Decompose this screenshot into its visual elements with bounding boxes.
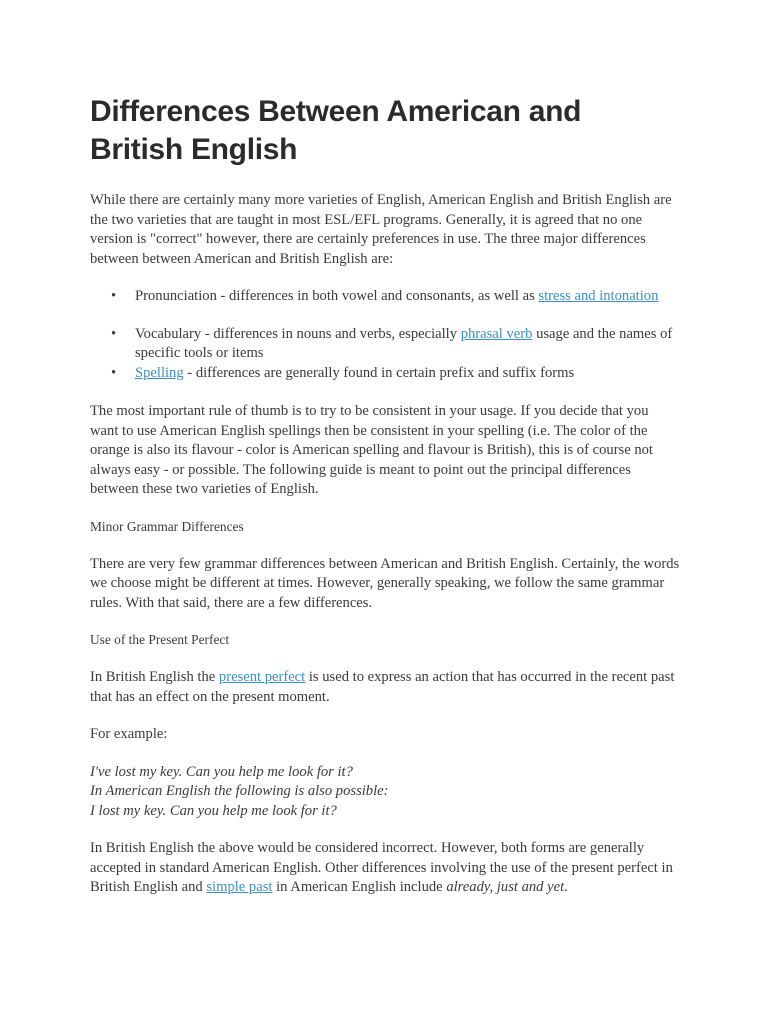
for-example-label: For example:	[90, 726, 168, 742]
bullet-icon: •	[111, 325, 117, 342]
example-line: I lost my key. Can you help me look for it?	[90, 802, 337, 819]
list-item-text: Pronunciation - differences in both vowel and consonants, as well as	[135, 288, 539, 304]
present-perfect-paragraph	[90, 668, 680, 707]
minor-grammar-heading: Minor Grammar Differences	[90, 518, 244, 534]
list-item-pronunciation	[90, 287, 680, 307]
simple-past-link[interactable]: simple past	[206, 879, 273, 895]
italic-adverbs: already, just and yet	[446, 879, 565, 895]
list-item-text: - differences are generally found in certain prefix and suffix forms	[183, 364, 575, 381]
list-item-text: Vocabulary - differences in nouns and verbs, especially	[135, 325, 461, 342]
bullet-icon: •	[111, 364, 117, 381]
rule-of-thumb-paragraph: The most important rule of thumb is to try to be consistent in your usage. If you decide that you want to use American English spellings then be consistent in your spelling (i.e. The color of the orange is also its flavour - color is American spelling and flavour is British), this is of course not always easy - or possible. The following guide is meant to point out the principal differences between these two varieties of English.	[90, 403, 653, 497]
paragraph-text: .	[564, 879, 568, 895]
paragraph-text: In British English the above would be considered incorrect. However, both forms are generally accepted in standard American English. Other differences involving the use of the present perfect in British English and	[90, 840, 673, 895]
example-block	[90, 763, 680, 822]
minor-grammar-paragraph: There are very few grammar differences between American and British English. Certainly, the words we choose might be different at times. However, generally speaking, we follow the same grammar rules. With that said, there are a few differences.	[90, 555, 680, 611]
bullet-icon: •	[111, 288, 117, 304]
paragraph-text: In British English the	[90, 669, 219, 685]
list-item-spelling	[90, 364, 680, 384]
paragraph-text: is used to express an action that has occurred in the recent past that has an effect on the present moment.	[90, 669, 675, 705]
phrasal-verb-link[interactable]: phrasal verb	[460, 325, 533, 342]
paragraph-text: in American English include	[272, 879, 447, 895]
spelling-link[interactable]: Spelling	[135, 364, 184, 381]
page-title: Differences Between American and British English	[90, 95, 582, 166]
present-perfect-heading: Use of the Present Perfect	[90, 632, 230, 647]
list-item-text: usage and the names of specific tools or items	[135, 325, 673, 361]
article	[90, 93, 680, 916]
final-paragraph	[90, 839, 680, 898]
example-line: In American English the following is also possible:	[90, 783, 389, 799]
example-line: I've lost my key. Can you help me look for it?	[90, 763, 353, 780]
differences-list	[90, 287, 680, 383]
intro-paragraph: While there are certainly many more varieties of English, American English and British English are the two varieties that are taught in most ESL/EFL programs. Generally, it is agreed that no one version is "correct" however, there are certainly preferences in use. The three major differences between between American and British English are:	[90, 192, 672, 267]
stress-and-intonation-link[interactable]: stress and intonation	[538, 288, 659, 304]
list-item-vocabulary	[90, 325, 680, 364]
present-perfect-link[interactable]: present perfect	[218, 669, 306, 685]
